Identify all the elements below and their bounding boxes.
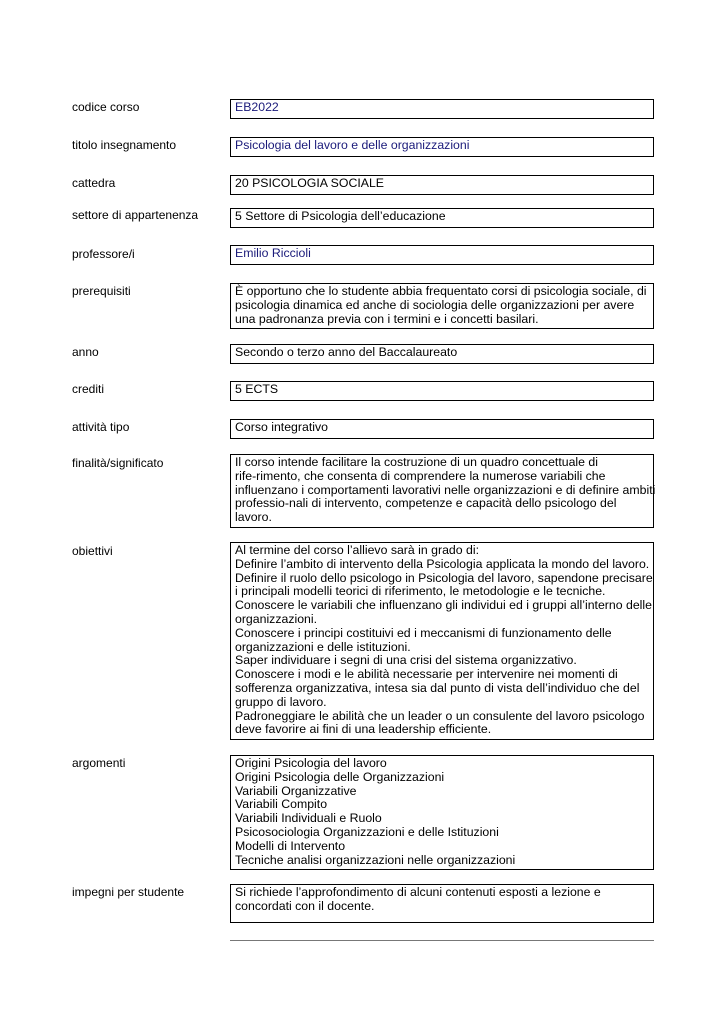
text-line: organizzazioni e delle istituzioni.	[235, 639, 411, 654]
label-crediti: crediti	[72, 382, 105, 396]
text-line: È opportuno che lo studente abbia frequentato corsi di psicologia sociale, di	[235, 284, 647, 298]
text-line: psicologia dinamica ed anche di sociologia delle organizzazioni per avere	[235, 297, 635, 312]
value-codice-corso: EB2022	[230, 99, 654, 119]
label-professore: professore/i	[72, 247, 135, 261]
text-line: concordati con il docente.	[235, 898, 375, 913]
text-line: Il corso intende facilitare la costruzione di un quadro concettuale di	[235, 455, 598, 469]
value-titolo-insegnamento: Psicologia del lavoro e delle organizzazioni	[230, 137, 654, 157]
text-line: una padronanza previa con i termini e i concetti basilari.	[235, 311, 539, 326]
text-line: Al termine del corso l’allievo sarà in grado di:	[235, 543, 480, 557]
text-line: Tecniche analisi organizzazioni nelle organizzazioni	[235, 852, 516, 867]
text-line: Psicosociologia Organizzazioni e delle Istituzioni	[235, 824, 499, 839]
text-line: Origini Psicologia del lavoro	[235, 756, 387, 770]
value-cattedra: 20 PSICOLOGIA SOCIALE	[230, 175, 654, 195]
text-line: lavoro.	[235, 510, 272, 525]
value-finalita	[230, 454, 654, 528]
value-crediti: 5 ECTS	[230, 381, 654, 401]
label-finalita: finalità/significato	[72, 456, 164, 470]
label-settore: settore di appartenenza	[72, 208, 199, 222]
value-impegni	[230, 884, 654, 923]
value-argomenti	[230, 755, 654, 870]
text-line: Origini Psicologia delle Organizzazioni	[235, 769, 445, 784]
value-anno: Secondo o terzo anno del Baccalaureato	[230, 344, 654, 364]
label-attivita-tipo: attività tipo	[72, 420, 130, 434]
text-line: Modelli di Intervento	[235, 838, 346, 853]
text-line: Variabili Organizzative	[235, 783, 357, 798]
value-attivita-tipo: Corso integrativo	[230, 419, 654, 439]
value-obiettivi	[230, 542, 654, 740]
text-line: Definire l’ambito di intervento della Psicologia applicata la mondo del lavoro.	[235, 556, 650, 571]
label-obiettivi: obiettivi	[72, 544, 113, 558]
label-impegni: impegni per studente	[72, 885, 185, 899]
text-line: organizzazioni.	[235, 611, 318, 626]
text-line: rife-rimento, che consenta di comprendere la numerose variabili che	[235, 468, 606, 483]
text-line: influenzano i comportamenti lavorativi nelle organizzazioni e di definire ambiti	[235, 482, 656, 497]
label-prerequisiti: prerequisiti	[72, 284, 131, 298]
text-line: Si richiede l’approfondimento di alcuni contenuti esposti a lezione e	[235, 885, 601, 899]
text-line: Variabili Compito	[235, 797, 328, 812]
label-cattedra: cattedra	[72, 176, 116, 190]
text-line: Conoscere i principi costituivi ed i meccanismi di funzionamento delle	[235, 625, 612, 640]
text-line: Padroneggiare le abilità che un leader o un consulente del lavoro psicologo	[235, 708, 645, 723]
label-codice-corso: codice corso	[72, 100, 140, 114]
label-titolo-insegnamento: titolo insegnamento	[72, 138, 177, 152]
text-line: i principali modelli teorici di riferimento, le metodologie e le tecniche.	[235, 584, 606, 599]
text-line: Conoscere i modi e le abilità necessarie per intervenire nei momenti di	[235, 667, 618, 682]
label-argomenti: argomenti	[72, 756, 126, 770]
bottom-divider	[230, 940, 654, 941]
text-line: Definire il ruolo dello psicologo in Psicologia del lavoro, sapendone precisare	[235, 570, 653, 585]
value-settore: 5 Settore di Psicologia dell’educazione	[230, 208, 654, 228]
text-line: sofferenza organizzativa, intesa sia dal punto di vista dell’individuo che del	[235, 680, 640, 695]
text-line: Saper individuare i segni di una crisi del sistema organizzativo.	[235, 653, 577, 668]
text-line: deve favorire ai fini di una leadership efficiente.	[235, 722, 492, 737]
value-prerequisiti	[230, 283, 654, 329]
label-anno: anno	[72, 345, 99, 359]
text-line: gruppo di lavoro.	[235, 694, 327, 709]
value-professore: Emilio Riccioli	[230, 245, 654, 265]
text-line: Variabili Individuali e Ruolo	[235, 811, 382, 826]
text-line: professio-nali di intervento, competenze e capacità dello psicologo del	[235, 496, 617, 511]
text-line: Conoscere le variabili che influenzano gli individui ed i gruppi all’interno delle	[235, 598, 652, 613]
